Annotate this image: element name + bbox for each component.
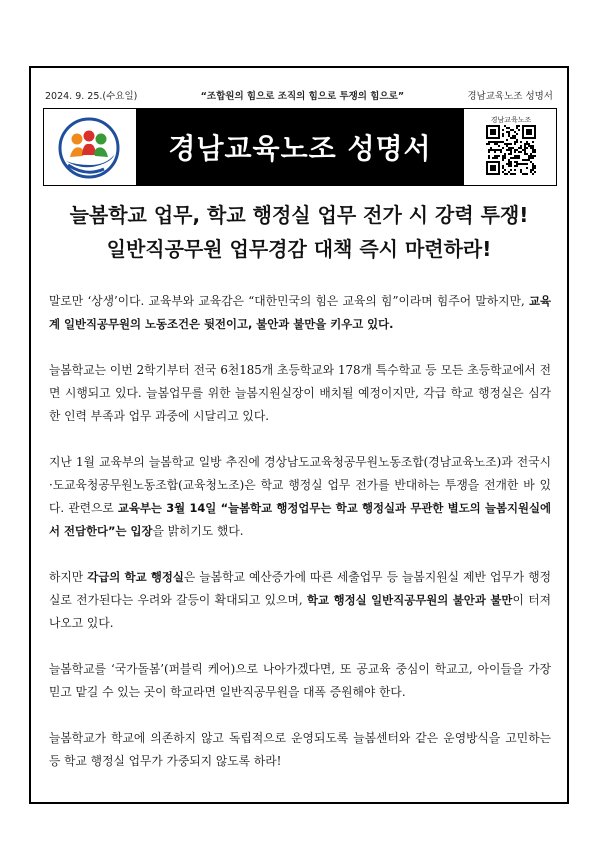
paragraph-2: 늘봄학교는 이번 2학기부터 전국 6천185개 초등학교와 178개 특수학교 등 모든 초등학교에서 전면 시행되고 있다. 늘봄업무를 위한 늘봄지원실장이 배치될 예정이지만, 각급 학교 행정실은 심각한 인력 부족과 업무 과중에 시달리고 있다. [49, 363, 551, 423]
qr-code-icon [486, 125, 536, 175]
title-banner [43, 108, 557, 186]
paragraph-5: 늘봄학교를 ‘국가돌봄’(퍼블릭 케어)으로 나아가겠다면, 또 공교육 중심이 학교고, 아이들을 가장 믿고 맡길 수 있는 곳이 학교라면 일반직공무원을 대폭 증원해야 한다. [49, 662, 551, 699]
paragraph-3: 지난 1월 교육부의 늘봄학교 일방 추진에 경상남도교육청공무원노동조합(경남교육노조)과 전국시·도교육청공무원노동조합(교육청노조)은 학교 행정실 업무 전가를 반대하는 투쟁을 전개한 바 있다. 관련으로 교육부는 3월 14일 “늘봄학교 행정업무는 학교 행정실과 무관한 별도의 늘봄지원실에서 전담한다”는 입장을 밝히기도 했다. [49, 455, 551, 538]
doc-label: 경남교육노조 성명서 [467, 91, 553, 102]
paragraph-1: 말로만 ‘상생’이다. 교육부와 교육감은 “대한민국의 힘은 교육의 힘”이라며 힘주어 말하지만, 교육계 일반직공무원의 노동조건은 뒷전이고, 불안과 불만을 키우고 있다. [49, 294, 551, 331]
header-meta [45, 88, 553, 102]
title-bar [136, 109, 464, 185]
headline [31, 198, 567, 266]
qr-label: 경남교육노조 [490, 116, 532, 124]
slogan-text: “조합원의 힘으로 조직의 힘으로 투쟁의 힘으로” [200, 91, 405, 102]
statement-body [49, 290, 551, 796]
date-text: 2024. 9. 25.(수요일) [45, 91, 138, 102]
document-frame [29, 66, 569, 804]
qr-block [474, 115, 548, 179]
paragraph-6: 늘봄학교가 학교에 의존하지 않고 독립적으로 운영되도록 늘봄센터와 같은 운영방식을 고민하는 등 학교 행정실 업무가 가중되지 않도록 하라! [49, 731, 551, 768]
headline-line-2: 일반직공무원 업무경감 대책 즉시 마련하라! [106, 237, 492, 261]
headline-line-1: 늘봄학교 업무, 학교 행정실 업무 전가 시 강력 투쟁! [69, 203, 529, 227]
banner-title: 경남교육노조 성명서 [168, 132, 432, 165]
paragraph-4: 하지만 각급의 학교 행정실은 늘봄학교 예산증가에 따른 세출업무 등 늘봄지원실 제반 업무가 행정실로 전가된다는 우려와 갈등이 확대되고 있으며, 학교 행정실 일반직공무원의 불안과 불만이 터져 나오고 있다. [49, 570, 552, 630]
union-logo-icon [52, 115, 126, 179]
